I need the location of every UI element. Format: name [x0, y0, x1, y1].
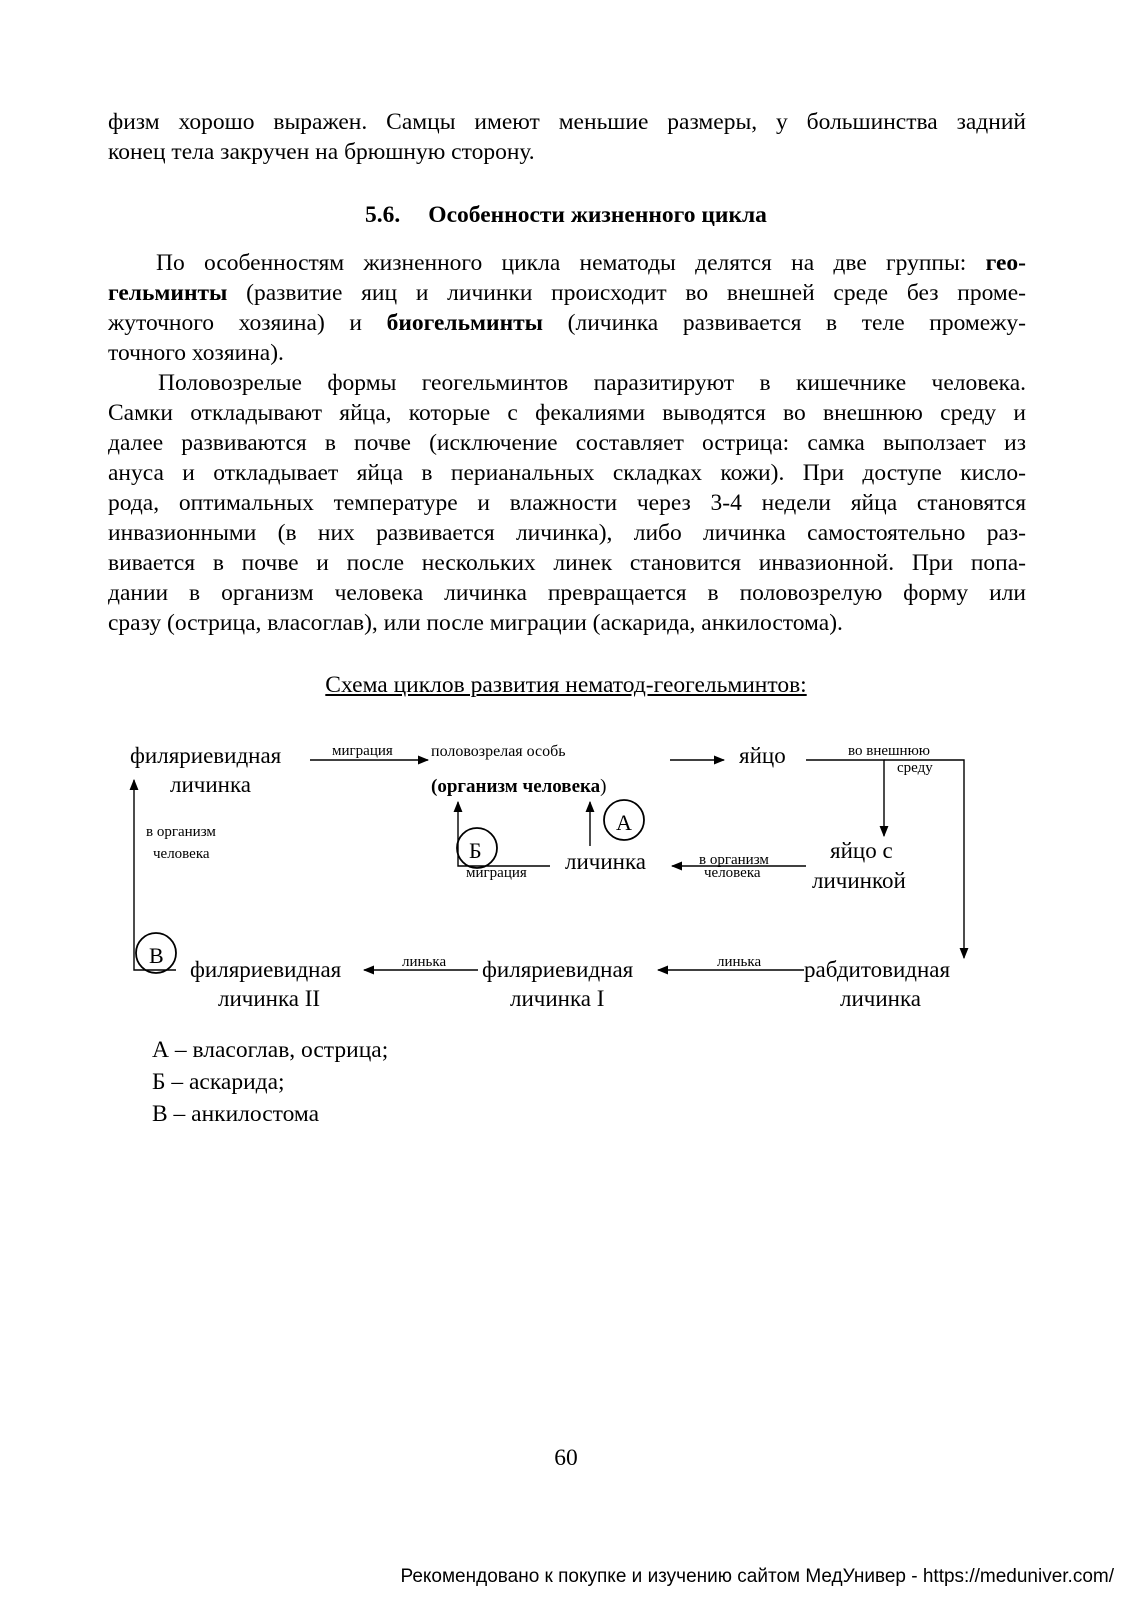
text-line [108, 308, 1026, 338]
text-run: (личинка развивается в теле промежу- [543, 310, 1026, 336]
text-run: По особенностям жизненного цикла нематоды делятся на две группы: [156, 250, 986, 276]
section-heading [0, 200, 1132, 230]
text-line: далее развиваются в почве (исключение составляет острица: самка выползает из [108, 430, 1026, 456]
node-adult: половозрелая особь [431, 743, 566, 760]
node-filariform-larva-top: филяриевидная [130, 743, 282, 768]
text-line: инвазионными (в них развивается личинка), либо личинка самостоятельно раз- [108, 520, 1026, 546]
text-run: (развитие яиц и личинки происходит во внешней среде без проме- [227, 280, 1026, 306]
term-biohelminths: биогельминты [386, 310, 544, 336]
text-line: физм хорошо выражен. Самцы имеют меньшие размеры, у большинства задний [108, 109, 1026, 135]
node-filariform-larva-1: филяриевидная [482, 957, 634, 982]
paragraph-groups [108, 248, 1026, 368]
edge-to-rhabditiform [884, 760, 964, 958]
edge-label-molt: линька [402, 954, 447, 970]
edge-label-into-human-left: в организм [146, 824, 216, 840]
life-cycle-diagram [0, 720, 1132, 1030]
host-label-bold: (организм человека [431, 776, 601, 797]
edge-egg-to-environment [806, 760, 884, 836]
page-number: 60 [554, 1445, 578, 1471]
node-human-host [431, 776, 607, 797]
node-rhabditiform-larva: личинка [840, 986, 922, 1011]
edge-label-into-human: человека [704, 865, 761, 881]
legend-item: В – анкилостома [152, 1101, 320, 1127]
term-geohelminths-part: гельминты [108, 280, 228, 306]
scheme-title: Схема циклов развития нематод-геогельминтов: [325, 672, 807, 698]
edge-label-migration-b: миграция [466, 865, 527, 881]
intro-paragraph [108, 107, 1026, 167]
text-line: ануса и откладывает яйца в перианальных складках кожи). При доступе кисло- [108, 460, 1026, 486]
text-line: точного хозяина). [108, 340, 284, 366]
legend-item: Б – аскарида; [152, 1069, 285, 1095]
text-line: вивается в почве и после нескольких линек становится инвазионной. При попа- [108, 550, 1026, 576]
marker-v-label: В [149, 943, 164, 968]
node-filariform-larva-2: филяриевидная [190, 957, 342, 982]
text-line: дании в организм человека личинка превращается в половозрелую форму или [108, 580, 1026, 606]
node-filariform-larva-1: личинка I [510, 986, 605, 1011]
node-rhabditiform-larva: рабдитовидная [804, 957, 951, 982]
edge-label-migration: миграция [332, 743, 393, 759]
text-line: сразу (острица, власоглав), или после миграции (аскарида, анкилостома). [108, 610, 843, 636]
footer-recommendation: Рекомендовано к покупке и изучению сайтом МедУнивер - https://meduniver.com/ [400, 1566, 1114, 1587]
node-filariform-larva-top: личинка [170, 772, 252, 797]
node-egg-with-larva: личинкой [812, 868, 906, 893]
legend-item: А – власоглав, острица; [152, 1037, 389, 1063]
edge-label-molt: линька [717, 954, 762, 970]
edge-label-to-environment: среду [897, 760, 933, 776]
text-line: конец тела закручен на брюшную сторону. [108, 139, 535, 165]
text-line [108, 278, 1026, 308]
edge-label-into-human-left: человека [153, 846, 210, 862]
text-line: Самки откладывают яйца, которые с фекалиями выводятся во внешнюю среду и [108, 400, 1026, 426]
paragraph-geohelminths [108, 368, 1026, 638]
marker-b-label: Б [469, 838, 482, 863]
text-line [108, 248, 1026, 278]
section-number: 5.6. [365, 202, 401, 228]
text-line: рода, оптимальных температуре и влажности через 3-4 недели яйца становятся [108, 490, 1026, 516]
node-filariform-larva-2: личинка II [218, 986, 321, 1011]
edge-label-into-human: в организм [699, 852, 769, 868]
node-egg-with-larva: яйцо с [830, 838, 893, 863]
node-larva: личинка [565, 849, 647, 874]
diagram-legend [152, 1034, 388, 1130]
host-label-paren: ) [600, 776, 607, 797]
term-geohelminths-part: гео- [985, 250, 1026, 276]
marker-a-label: А [616, 810, 632, 835]
node-egg: яйцо [739, 743, 786, 768]
text-run: жуточного хозяина) и [108, 310, 387, 336]
section-title: Особенности жизненного цикла [428, 202, 767, 228]
text-line: Половозрелые формы геогельминтов паразитируют в кишечнике человека. [158, 370, 1026, 396]
edge-label-to-environment: во внешнюю [848, 743, 930, 759]
